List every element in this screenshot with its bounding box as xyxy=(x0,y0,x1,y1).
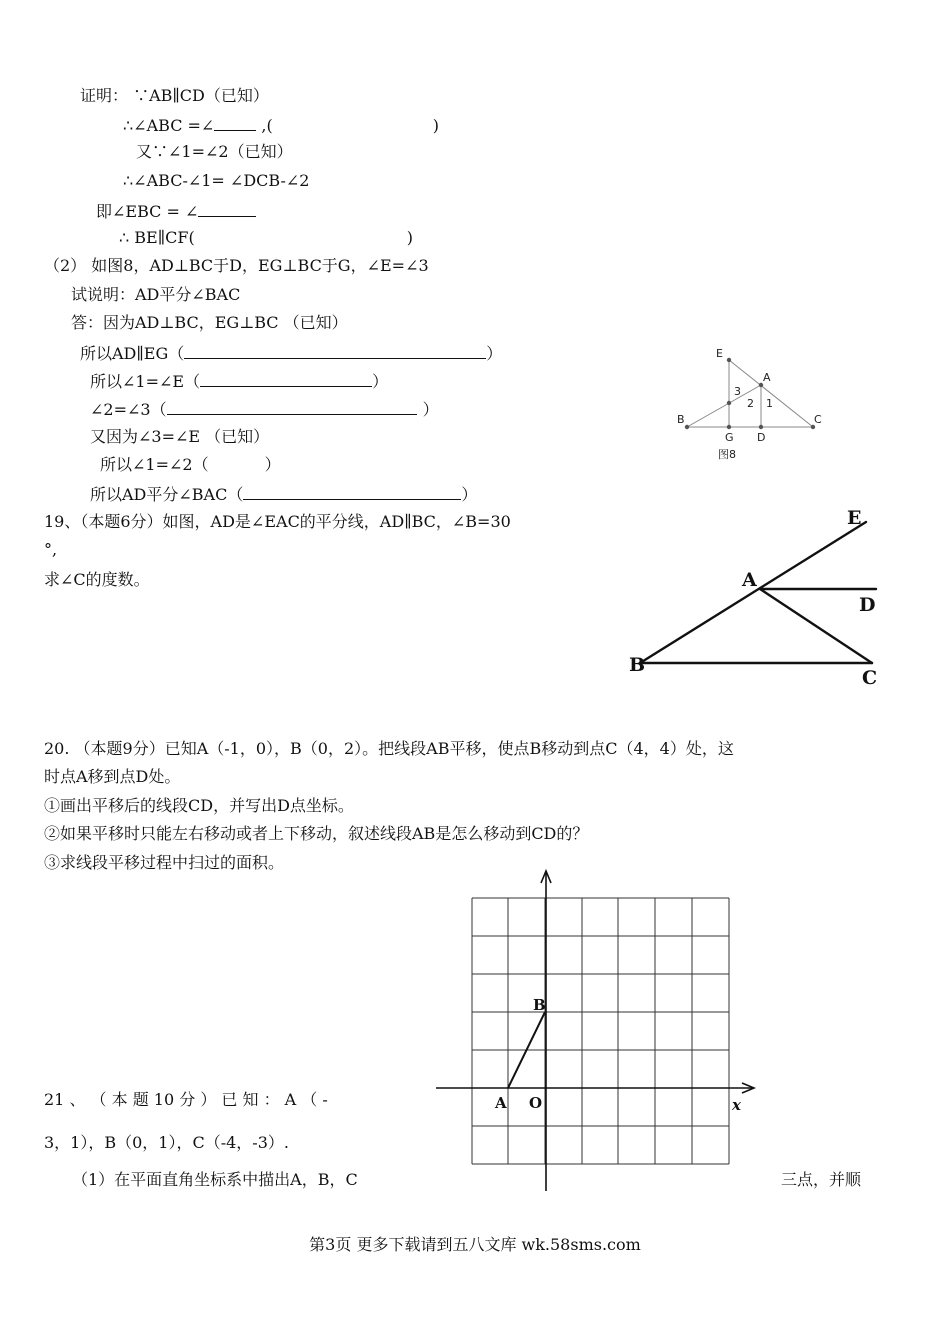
step-3-end: ） xyxy=(422,400,439,419)
fig8-label-E: E xyxy=(716,347,723,360)
grid-label-A: A xyxy=(495,1094,507,1112)
blank xyxy=(214,114,256,131)
q19-line-3: 求∠C的度数。 xyxy=(44,570,150,589)
part2-try: 试说明：AD平分∠BAC xyxy=(71,285,241,304)
fig8-label-2: 2 xyxy=(747,397,754,410)
q20-line-1: 20. （本题9分）已知A（-1，0），B（0，2）。把线段AB平移，使点B移动到点C（4，4）处，这 xyxy=(44,739,734,758)
q20-item-2: ②如果平移时只能左右移动或者上下移动，叙述线段AB是怎么移动到CD的？ xyxy=(44,824,589,843)
part2-step-4: 又因为∠3=∠E （已知） xyxy=(90,427,270,446)
fig8-label-3: 3 xyxy=(734,385,741,398)
part2-answer: 答：因为AD⊥BC，EG⊥BC （已知） xyxy=(71,313,348,332)
fig8-caption: 图8 xyxy=(718,448,736,461)
page-footer: 第3页 更多下载请到五八文库 wk.58sms.com xyxy=(309,1235,641,1254)
step-3-text: ∠2=∠3（ xyxy=(90,400,167,419)
proof-line-5-text: 即∠EBC = ∠ xyxy=(96,202,199,221)
proof-line-2-mid: ,( xyxy=(256,116,273,135)
step-1-end: ） xyxy=(486,344,503,363)
proof-line-2 xyxy=(123,114,439,136)
proof-line-2-end: ) xyxy=(432,116,440,135)
q19-label-C: C xyxy=(862,667,878,689)
proof-line-1: 证明： ∵AB∥CD（已知） xyxy=(80,86,269,105)
fig8-label-1: 1 xyxy=(766,397,773,410)
q21-line-2: 3，1），B（0，1），C（-4，-3）. xyxy=(44,1133,289,1152)
q19-label-E: E xyxy=(847,507,862,529)
q21-line-3-end: 三点，并顺 xyxy=(781,1170,862,1189)
q20-item-1: ①画出平移后的线段CD，并写出D点坐标。 xyxy=(44,796,354,815)
fig8-label-D: D xyxy=(757,431,766,444)
grid-label-x: x xyxy=(732,1096,741,1114)
grid-label-O: O xyxy=(529,1094,543,1112)
step-2-text: 所以∠1=∠E（ xyxy=(90,372,201,391)
figure-8 xyxy=(670,340,830,470)
step-5-end: ） xyxy=(264,455,281,474)
q19-figure xyxy=(620,500,890,700)
q19-line-2: °, xyxy=(44,540,58,559)
proof-line-6 xyxy=(119,228,413,248)
step-6-end: ） xyxy=(461,485,478,504)
part2-step-5 xyxy=(100,455,281,475)
part2-step-6 xyxy=(90,483,477,505)
step-6-text: 所以AD平分∠BAC（ xyxy=(90,485,244,504)
blank xyxy=(184,342,486,359)
proof-line-4: ∴∠ABC-∠1= ∠DCB-∠2 xyxy=(123,171,310,190)
step-5-text: 所以∠1=∠2（ xyxy=(100,455,209,474)
part2-step-2 xyxy=(90,370,388,392)
fig8-label-C: C xyxy=(814,413,822,426)
fig8-label-A: A xyxy=(763,371,771,384)
grid-label-B: B xyxy=(533,996,546,1014)
q19-label-D: D xyxy=(859,594,876,616)
q21-line-1: 21 、 （ 本 题 10 分 ） 已 知 ： A （ - xyxy=(44,1090,328,1109)
blank xyxy=(167,398,417,415)
proof-line-3: 又∵∠1=∠2（已知） xyxy=(136,142,293,161)
part2-question: （2） 如图8，AD⊥BC于D，EG⊥BC于G，∠E=∠3 xyxy=(44,256,429,275)
fig8-label-B: B xyxy=(677,413,685,426)
fig8-label-G: G xyxy=(725,431,734,444)
q21-line-3: （1）在平面直角坐标系中描出A，B，C xyxy=(72,1170,358,1189)
q19-line-1: 19、（本题6分）如图，AD是∠EAC的平分线，AD∥BC，∠B=30 xyxy=(44,512,511,531)
q20-item-3: ③求线段平移过程中扫过的面积。 xyxy=(44,853,285,872)
step-2-end: ） xyxy=(372,372,389,391)
proof-line-2-text: ∴∠ABC =∠ xyxy=(123,116,215,135)
blank xyxy=(198,200,256,217)
proof-line-6-text: ∴ BE∥CF( xyxy=(119,228,195,247)
q19-label-A: A xyxy=(742,569,757,591)
part2-step-1 xyxy=(80,342,502,364)
q20-line-2: 时点A移到点D处。 xyxy=(44,767,181,786)
proof-line-6-end: ) xyxy=(406,228,413,247)
coordinate-grid xyxy=(430,865,770,1195)
blank xyxy=(243,483,461,500)
part2-step-3 xyxy=(90,398,439,420)
q19-label-B: B xyxy=(629,654,646,676)
blank xyxy=(200,370,372,387)
step-1-text: 所以AD∥EG（ xyxy=(80,344,185,363)
proof-line-5 xyxy=(96,200,256,222)
